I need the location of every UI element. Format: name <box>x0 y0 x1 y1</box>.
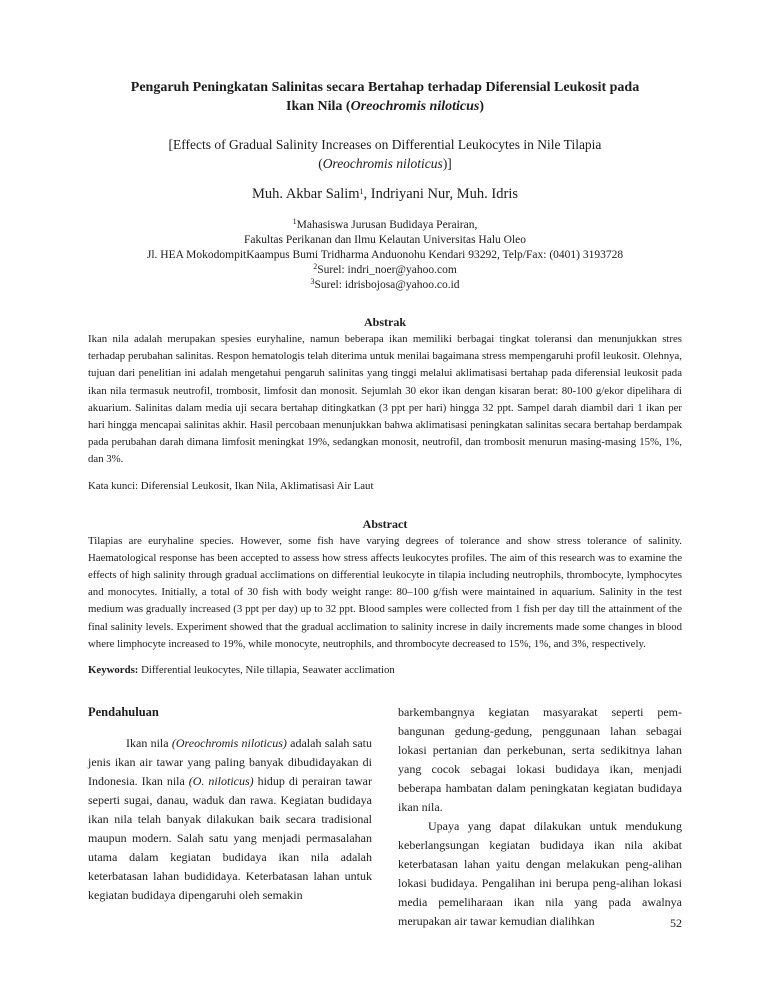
affiliation-text-2: Fakultas Perikanan dan Ilmu Kelautan Universitas Halu Oleo <box>244 234 526 246</box>
title-en-line1: [Effects of Gradual Salinity Increases on Differential Leukocytes in Nile Tilapia <box>168 137 602 152</box>
right-column <box>398 703 682 931</box>
affiliation-text-1: Mahasiswa Jurusan Budidaya Perairan, <box>296 219 478 231</box>
abstract-heading: Abstract <box>362 516 408 531</box>
affiliation-sup-1: 1 <box>292 217 297 227</box>
author-rest: , Indriyani Nur, Muh. Idris <box>363 186 518 202</box>
species-name-1: (Oreochromis niloticus) <box>171 736 287 751</box>
introduction-section <box>88 703 682 931</box>
email-1: Surel: indri_noer@yahoo.com <box>317 264 457 276</box>
keywords-values: Differential leukocytes, Nile tillapia, Seawater acclimation <box>138 664 395 677</box>
affiliation-sup-3: 3 <box>310 277 315 287</box>
affiliation-line-5 <box>88 278 682 293</box>
species-name-2: (O. niloticus) <box>188 774 254 789</box>
page-number: 52 <box>670 916 682 930</box>
kata-kunci-label: Kata kunci: <box>88 479 139 492</box>
affiliation-line-4 <box>88 263 682 278</box>
kata-kunci-values: Diferensial Leukosit, Ikan Nila, Aklimatisasi Air Laut <box>138 479 374 492</box>
abstract-body: Tilapias are euryhaline species. However, some fish have varying degrees of tolerance and show stress tolerance of salinity. Haematological response has been accepted to assess how stress affects leukocytes profiles. The aim of this research was to examine the effects of high salinity through gradual acclimations on differential leukocyte in tilapia including neutrophils, thrombocyte, lymphocytes and monocytes. Initially, a total of 30 fish with body weight range: 80–100 g/fish were maintained in aquarium. Salinity in the test medium was gradually increased (3 ppt per day) up to 32 ppt. Blood samples were collected from 1 fish per day till the attainment of the final salinity levels. Experiment showed that the gradual acclimation to salinity increse in daily increments made some changes in blood where limphocyte increased to 19%, while monocyte, neutrophils, and thrombocyte decreased to 15%, 1%, and 3%, respectively. <box>88 534 682 650</box>
title-id-line2-post: ) <box>479 99 484 114</box>
affiliation-line-2 <box>88 233 682 248</box>
author-line <box>88 186 682 203</box>
introduction-heading: Pendahuluan <box>88 705 159 720</box>
intro-paragraph-1-continued: barkembangnya kegiatan masyarakat seperti pem-bangunan gedung-gedung, penggunaan lahan sebagai lokasi pertanian dan perkebunan, serta sedikitnya lahan yang cocok sebagai lokasi budidaya ikan, menjadi beberapa hambatan dalam peningkatan kegiatan budidaya ikan nila. <box>398 705 682 815</box>
abstrak-body: Ikan nila adalah merupakan spesies euryhaline, namun beberapa ikan memiliki berbagai tingkat toleransi dan menunjukkan stres terhadap perubahan salinitas. Respon hematologis telah diterima untuk menilai bagaimana stress mempengaruhi profil leukosit. Olehnya, tujuan dari penelitian ini adalah mengetahui pengaruh salinitas yang tinggi melalui aklimatisasi bertahap pada diferensial leukosit pada ikan nila termasuk neutrofil, trombosit, limfosit dan monosit. Sejumlah 30 ekor ikan dengan kisaran berat: 80-100 g/ekor dipelihara di akuarium. Salinitas dalam media uji secara bertahap ditingkatkan (3 ppt per hari) hingga 32 ppt. Sampel darah diambil dari 1 ikan per hari hingga mencapai salinitas akhir. Hasil percobaan menunjukkan bahwa aklimatisasi peningkatan salinitas secara bertahap berdampak pada perubahan darah dimana limfosit meningkat 19%, sedangkan monosit, neutrofil, dan trombosit menurun masing-masing 15%, 1%, dan 3%. <box>88 333 682 466</box>
affiliation-block <box>88 218 682 293</box>
title-indonesian <box>88 78 682 116</box>
affiliation-line-3 <box>88 248 682 263</box>
kata-kunci-line <box>88 478 682 495</box>
title-id-line1: Pengaruh Peningkatan Salinitas secara Bertahap terhadap Diferensial Leukosit pada <box>130 80 640 95</box>
author-name-1: Muh. Akbar Salim <box>251 186 360 202</box>
affiliation-sup-2: 2 <box>313 262 318 272</box>
title-id-species: Oreochromis niloticus <box>350 99 480 114</box>
keywords-line <box>88 662 682 679</box>
author-superscript: 1 <box>359 187 364 197</box>
title-id-line2-pre: Ikan Nila ( <box>286 99 351 114</box>
title-en-species: Oreochromis niloticus <box>322 156 443 171</box>
intro-paragraph-1 <box>88 734 372 905</box>
email-2: Surel: idrisbojosa@yahoo.co.id <box>314 279 460 291</box>
affiliation-text-3: Jl. HEA MokodompitKaampus Bumi Tridharma Anduonohu Kendari 93292, Telp/Fax: (0401) 3193728 <box>146 249 624 261</box>
title-english <box>88 135 682 173</box>
title-en-line2-pre: ( <box>318 156 323 171</box>
title-en-line2-post: )] <box>442 156 452 171</box>
keywords-label: Keywords: <box>88 664 139 677</box>
left-column <box>88 703 372 931</box>
intro-p1-text1: Ikan nila <box>126 736 172 751</box>
intro-p1-text2: adalah salah satu jenis ikan air tawar yang paling banyak dibudidayakan di Indonesia. Ikan nila <box>88 736 372 789</box>
abstrak-heading: Abstrak <box>363 315 406 329</box>
intro-paragraph-2: Upaya yang dapat dilakukan untuk mendukung keberlangsungan kegiatan budidaya ikan nila akibat keterbatasan lahan yaitu dengan melakukan peng-alihan lokasi budidaya. Pengalihan ini berupa peng-alihan lokasi media pemeliharaan ikan nila yang pada awalnya merupakan air tawar kemudian dialihkan <box>398 819 682 929</box>
intro-p1-text3: hidup di perairan tawar seperti sugai, danau, waduk dan rawa. Kegiatan budidaya ikan nila telah banyak dilakukan baik secara tradisional maupun modern. Salah satu yang menjadi permasalahan utama dalam kegiatan budidaya ikan nila adalah keterbatasan lahan budididaya. Keterbatasan lahan untuk kegiatan budidaya dipengaruhi oleh semakin <box>88 774 372 903</box>
affiliation-line-1 <box>88 218 682 233</box>
